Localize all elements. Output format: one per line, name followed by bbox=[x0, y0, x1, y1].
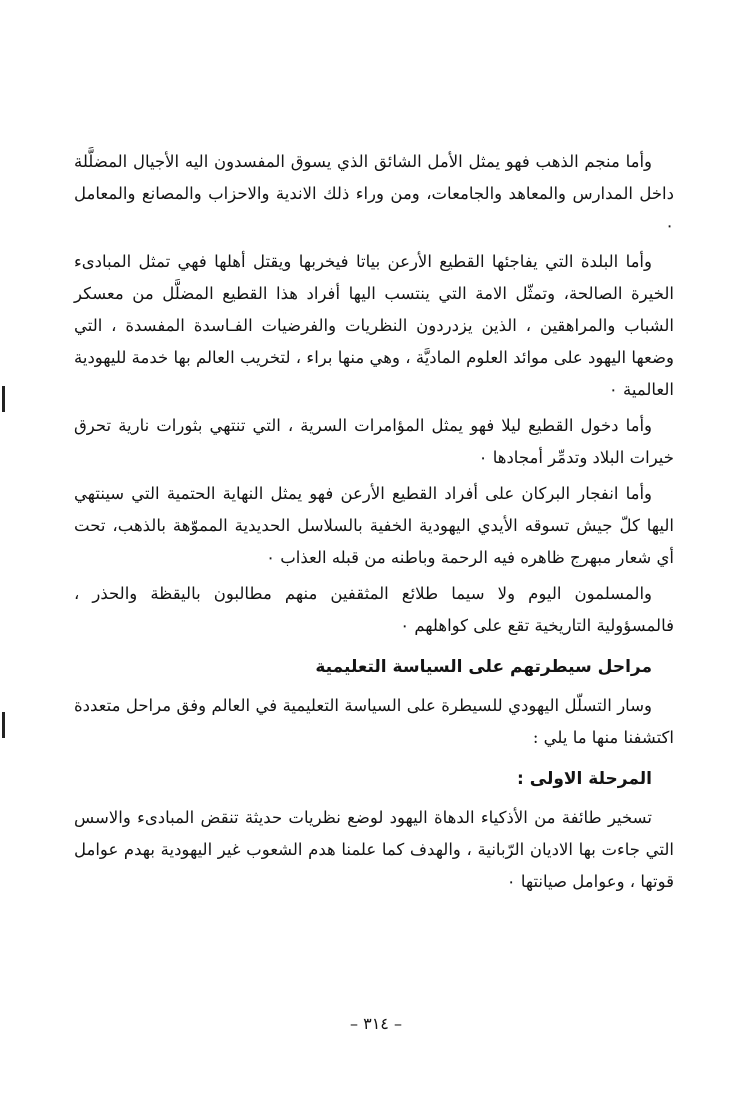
paragraph-town: وأما البلدة التي يفاجئها القطيع الأرعن بياتا فيخربها ويقتل أهلها فهي تمثل المبادىء الخيرة الصالحة، وتمثّل الامة التي ينتسب اليها أفراد هذا القطيع المضلَّل من معسكر الشباب والمراهقين ، الذين يزدردون النظريات والفرضيات الفـاسدة المفسدة ، التي وضعها اليهود على موائد العلوم الماديَّة ، وهي منها براء ، لتخريب العالم بها خدمة لليهودية العالمية ٠ bbox=[74, 252, 674, 399]
paragraph-volcano: وأما انفجار البركان على أفراد القطيع الأرعن فهو يمثل النهاية الحتمية التي سينتهي اليها كلّ جيش تسوقه الأيدي اليهودية الخفية بالسلاسل الحديدية المموّهة بالذهب، تحت أي شعار مبهرج ظاهره فيه الرحمة وباطنه من قبله العذاب ٠ bbox=[74, 484, 674, 567]
stage-heading: المرحلة الاولى : bbox=[517, 769, 652, 789]
scan-edge-mark bbox=[2, 712, 5, 738]
page-number: – ٣١٤ – bbox=[350, 1014, 402, 1033]
paragraph-gold-mine: وأما منجم الذهب فهو يمثل الأمل الشائق الذي يسوق المفسدون اليه الأجيال المضلَّلة داخل المدارس والمعاهد والجامعات، ومن وراء ذلك الاندية والاحزاب والمصانع والمعامل ٠ bbox=[74, 152, 674, 235]
paragraph-muslims: والمسلمون اليوم ولا سيما طلائع المثقفين منهم مطالبون باليقظة والحذر ، فالمسؤولية التاريخية تقع على كواهلهم ٠ bbox=[74, 584, 674, 635]
stage-one-paragraph: تسخير طائفة من الأذكياء الدهاة اليهود لوضع نظريات حديثة تنقض المبادىء والاسس التي جاءت بها الاديان الرّبانية ، والهدف كما علمنا هدم الشعوب غير اليهودية بهدم عوامل قوتها ، وعوامل صيانتها ٠ bbox=[74, 808, 674, 891]
page-content bbox=[74, 146, 674, 902]
paragraph-night-entry: وأما دخول القطيع ليلا فهو يمثل المؤامرات السرية ، التي تنتهي بثورات نارية تحرق خيرات البلاد وتدمِّر أمجادها ٠ bbox=[74, 416, 674, 467]
section-heading: مراحل سيطرتهم على السياسة التعليمية bbox=[315, 657, 652, 677]
scan-edge-mark bbox=[2, 386, 5, 412]
section-intro-paragraph: وسار التسلّل اليهودي للسيطرة على السياسة التعليمية في العالم وفق مراحل متعددة اكتشفنا منها ما يلي : bbox=[74, 696, 674, 747]
